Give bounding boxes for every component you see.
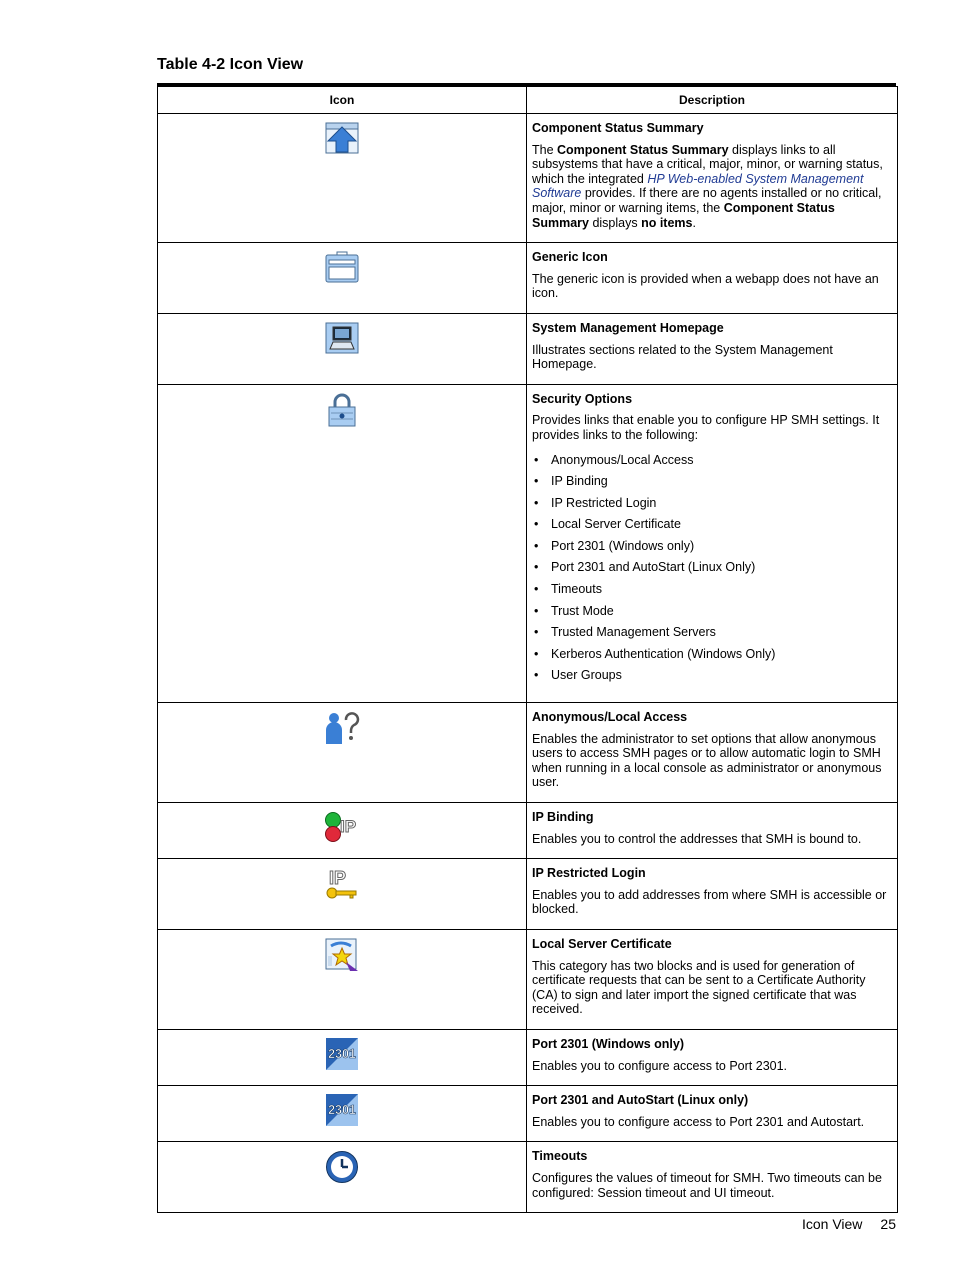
- clock-icon: [325, 1173, 359, 1187]
- description-title: System Management Homepage: [532, 320, 724, 335]
- page-footer: [700, 1216, 896, 1232]
- table-row: [158, 1086, 898, 1142]
- table-row: [158, 859, 898, 930]
- text-run: .: [692, 215, 696, 230]
- text-run: Configures the values of timeout for SMH. Two timeouts can be configured: Session timeout and UI timeout.: [532, 1170, 882, 1200]
- description-title: Local Server Certificate: [532, 936, 672, 951]
- description-text: [532, 888, 891, 917]
- header-description: Description: [527, 87, 898, 114]
- table-row: [158, 384, 898, 702]
- icon-cell: [158, 243, 527, 314]
- svg-text:2301: 2301: [328, 1103, 356, 1118]
- icon-cell: [158, 803, 527, 859]
- table-row: [158, 313, 898, 384]
- generic-webapp-icon: [325, 272, 359, 286]
- icon-cell: [158, 703, 527, 803]
- text-run: Enables the administrator to set options that allow anonymous users to access SMH pages or to allow automatic login to SMH when running in a local console as administrator or anonymous user.: [532, 731, 882, 790]
- description-cell: [527, 313, 898, 384]
- icon-cell: [158, 929, 527, 1029]
- table-header-row: [158, 87, 898, 114]
- list-item: • Timeouts: [532, 582, 891, 604]
- text-run: provides. If there are no agents installed or no critical, major, minor or warning items, the: [532, 186, 882, 215]
- header-icon: Icon: [158, 87, 527, 114]
- text-run: The: [532, 142, 558, 157]
- table-caption: Table 4-2 Icon View: [157, 56, 304, 73]
- list-item: • Trusted Management Servers: [532, 625, 891, 647]
- icon-view-table: [157, 86, 898, 1213]
- table-row: [158, 1029, 898, 1085]
- system-management-homepage-icon: [325, 343, 359, 357]
- icon-cell: [158, 859, 527, 930]
- list-item: • Anonymous/Local Access: [532, 453, 891, 475]
- icon-cell: [158, 384, 527, 702]
- component-status-icon: [325, 143, 359, 157]
- description-text: [532, 1059, 891, 1074]
- description-title: IP Binding: [532, 810, 594, 824]
- table-row: [158, 114, 898, 243]
- list-item: • IP Restricted Login: [532, 496, 891, 518]
- description-title: Port 2301 and AutoStart (Linux only): [532, 1093, 749, 1108]
- description-title: Component Status Summary: [532, 121, 704, 135]
- text-run: Provides links that enable you to configure HP SMH settings. It provides links to the following:: [532, 413, 880, 442]
- text-run: This category has two blocks and is used for generation of certificate requests that can be sent to a Certificate Authority (CA) to sign and later import the signed certificate that was received.: [532, 958, 866, 1017]
- description-title: IP Restricted Login: [532, 866, 646, 881]
- list-item: • Port 2301 and AutoStart (Linux Only): [532, 560, 891, 582]
- text-run: Enables you to configure access to Port 2301 and Autostart.: [532, 1114, 865, 1129]
- document-link[interactable]: HP Web-enabled System Management Software: [532, 171, 864, 201]
- page-number: 25: [880, 1216, 896, 1232]
- list-item: • User Groups: [532, 668, 891, 690]
- icon-cell: [158, 313, 527, 384]
- description-cell: [527, 114, 898, 243]
- table-row: [158, 243, 898, 314]
- bold-term: Component Status Summary: [532, 200, 835, 230]
- description-title: Generic Icon: [532, 250, 608, 265]
- certificate-icon: [325, 961, 359, 975]
- svg-text:IP: IP: [340, 817, 357, 836]
- table-row: [158, 703, 898, 803]
- list-item: • IP Binding: [532, 474, 891, 496]
- description-cell: [527, 703, 898, 803]
- description-title: Security Options: [532, 391, 633, 406]
- text-run: displays: [588, 215, 642, 230]
- text-run: Enables you to configure access to Port 2301.: [532, 1058, 788, 1073]
- footer-section: Icon View: [801, 1216, 863, 1232]
- ip-binding-icon: [324, 817, 360, 846]
- svg-text:IP: IP: [329, 868, 347, 889]
- text-run: displays links to all subsystems that have a critical, major, minor, or warning status, which the integrated: [532, 142, 883, 186]
- description-cell: [527, 859, 898, 930]
- port-2301-windows-icon: [326, 1046, 358, 1073]
- list-item: • Port 2301 (Windows only): [532, 539, 891, 561]
- icon-cell: [158, 114, 527, 243]
- text-run: Enables you to add addresses from where SMH is accessible or blocked.: [532, 887, 887, 917]
- list-item: • Trust Mode: [532, 604, 891, 626]
- svg-text:2301: 2301: [328, 1046, 356, 1061]
- list-item: • Kerberos Authentication (Windows Only): [532, 647, 891, 669]
- description-cell: [527, 929, 898, 1029]
- description-text: [532, 832, 891, 847]
- description-cell: [527, 384, 898, 702]
- description-text: [532, 959, 891, 1017]
- description-text: [532, 272, 891, 301]
- bold-term: Component Status Summary: [557, 142, 729, 157]
- description-cell: [527, 1142, 898, 1213]
- security-options-list: [532, 453, 891, 691]
- description-title: Port 2301 (Windows only): [532, 1036, 684, 1051]
- description-text: [532, 1115, 891, 1130]
- description-text: [532, 413, 891, 442]
- description-text: [532, 343, 891, 372]
- padlock-icon: [327, 416, 357, 430]
- description-cell: [527, 1029, 898, 1085]
- icon-cell: [158, 1086, 527, 1142]
- description-text: [532, 732, 891, 790]
- port-2301-linux-icon: [326, 1103, 358, 1129]
- text-run: The generic icon is provided when a webapp does not have an icon.: [532, 271, 879, 301]
- description-text: [532, 143, 891, 231]
- description-text: [532, 1171, 891, 1200]
- description-cell: [527, 803, 898, 859]
- description-title: Timeouts: [532, 1149, 588, 1164]
- description-cell: [527, 243, 898, 314]
- table-row: [158, 929, 898, 1029]
- table-row: [158, 803, 898, 859]
- description-title: Anonymous/Local Access: [532, 710, 688, 725]
- description-cell: [527, 1086, 898, 1142]
- icon-cell: [158, 1142, 527, 1213]
- anonymous-user-icon: [324, 734, 360, 748]
- table-row: [158, 1142, 898, 1213]
- text-run: Enables you to control the addresses that SMH is bound to.: [532, 831, 862, 846]
- bold-term: no items: [641, 215, 693, 230]
- text-run: Illustrates sections related to the System Management Homepage.: [532, 342, 833, 372]
- list-item: • Local Server Certificate: [532, 517, 891, 539]
- icon-cell: [158, 1029, 527, 1085]
- ip-key-icon: [325, 868, 359, 904]
